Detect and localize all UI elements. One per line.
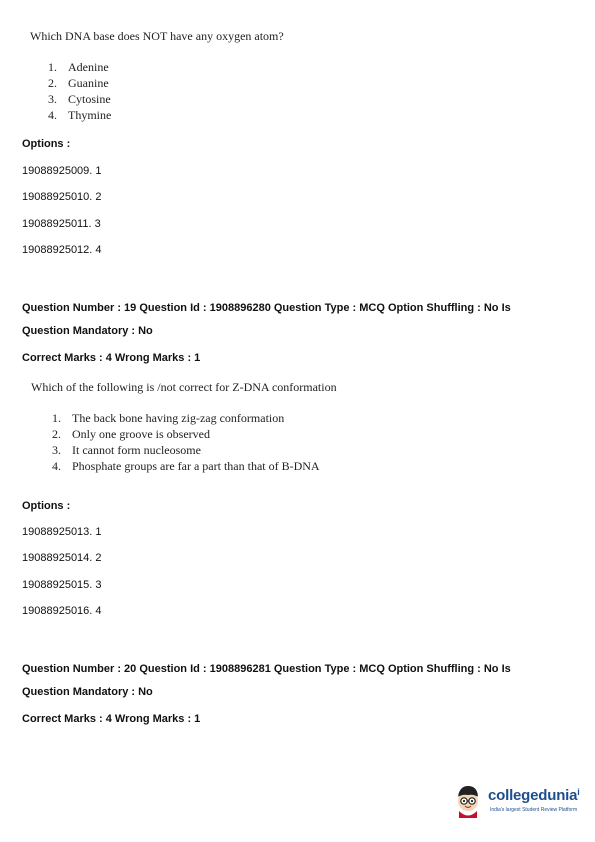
choice-item: 3. It cannot form nucleosome (52, 443, 201, 457)
options-label: Options : (22, 138, 71, 150)
choice-item: 1. The back bone having zig-zag conformation (52, 411, 285, 425)
choice-item: 2. Guanine (48, 76, 109, 90)
collegedunia-logo (452, 782, 588, 822)
question-mandatory: Question Mandatory : No (22, 686, 153, 698)
option-id: 19088925012. 4 (22, 244, 102, 256)
option-id: 19088925016. 4 (22, 605, 102, 617)
choice-item: 4. Thymine (48, 108, 112, 122)
choice-item: 1. Adenine (48, 60, 109, 74)
choice-item: 2. Only one groove is observed (52, 427, 210, 441)
option-id: 19088925014. 2 (22, 552, 102, 564)
logo-brand-text: collegedunia$^i$ (488, 787, 580, 804)
question-choices (52, 411, 320, 475)
question-mandatory: Question Mandatory : No (22, 325, 153, 337)
option-id: 19088925013. 1 (22, 526, 102, 538)
choice-item: 4. Phosphate groups are far a part than that of B-DNA (52, 459, 320, 473)
question-text: Which of the following is /not correct for Z-DNA conformation (31, 380, 337, 394)
student-mascot-icon (452, 784, 484, 818)
choice-item: 3. Cytosine (48, 92, 111, 106)
options-label: Options : (22, 500, 71, 512)
question-marks: Correct Marks : 4 Wrong Marks : 1 (22, 352, 201, 364)
logo-tagline: India's largest Student Review Platform (490, 807, 578, 813)
option-id: 19088925010. 2 (22, 191, 102, 203)
option-id: 19088925015. 3 (22, 579, 102, 591)
question-header: Question Number : 19 Question Id : 1908896280 Question Type : MCQ Option Shuffling : No Is (22, 302, 511, 314)
question-marks: Correct Marks : 4 Wrong Marks : 1 (22, 713, 201, 725)
question-choices (48, 60, 111, 124)
option-id: 19088925011. 3 (22, 218, 101, 230)
question-header: Question Number : 20 Question Id : 1908896281 Question Type : MCQ Option Shuffling : No Is (22, 663, 511, 675)
option-id: 19088925009. 1 (22, 165, 102, 177)
question-text: Which DNA base does NOT have any oxygen atom? (30, 29, 284, 43)
